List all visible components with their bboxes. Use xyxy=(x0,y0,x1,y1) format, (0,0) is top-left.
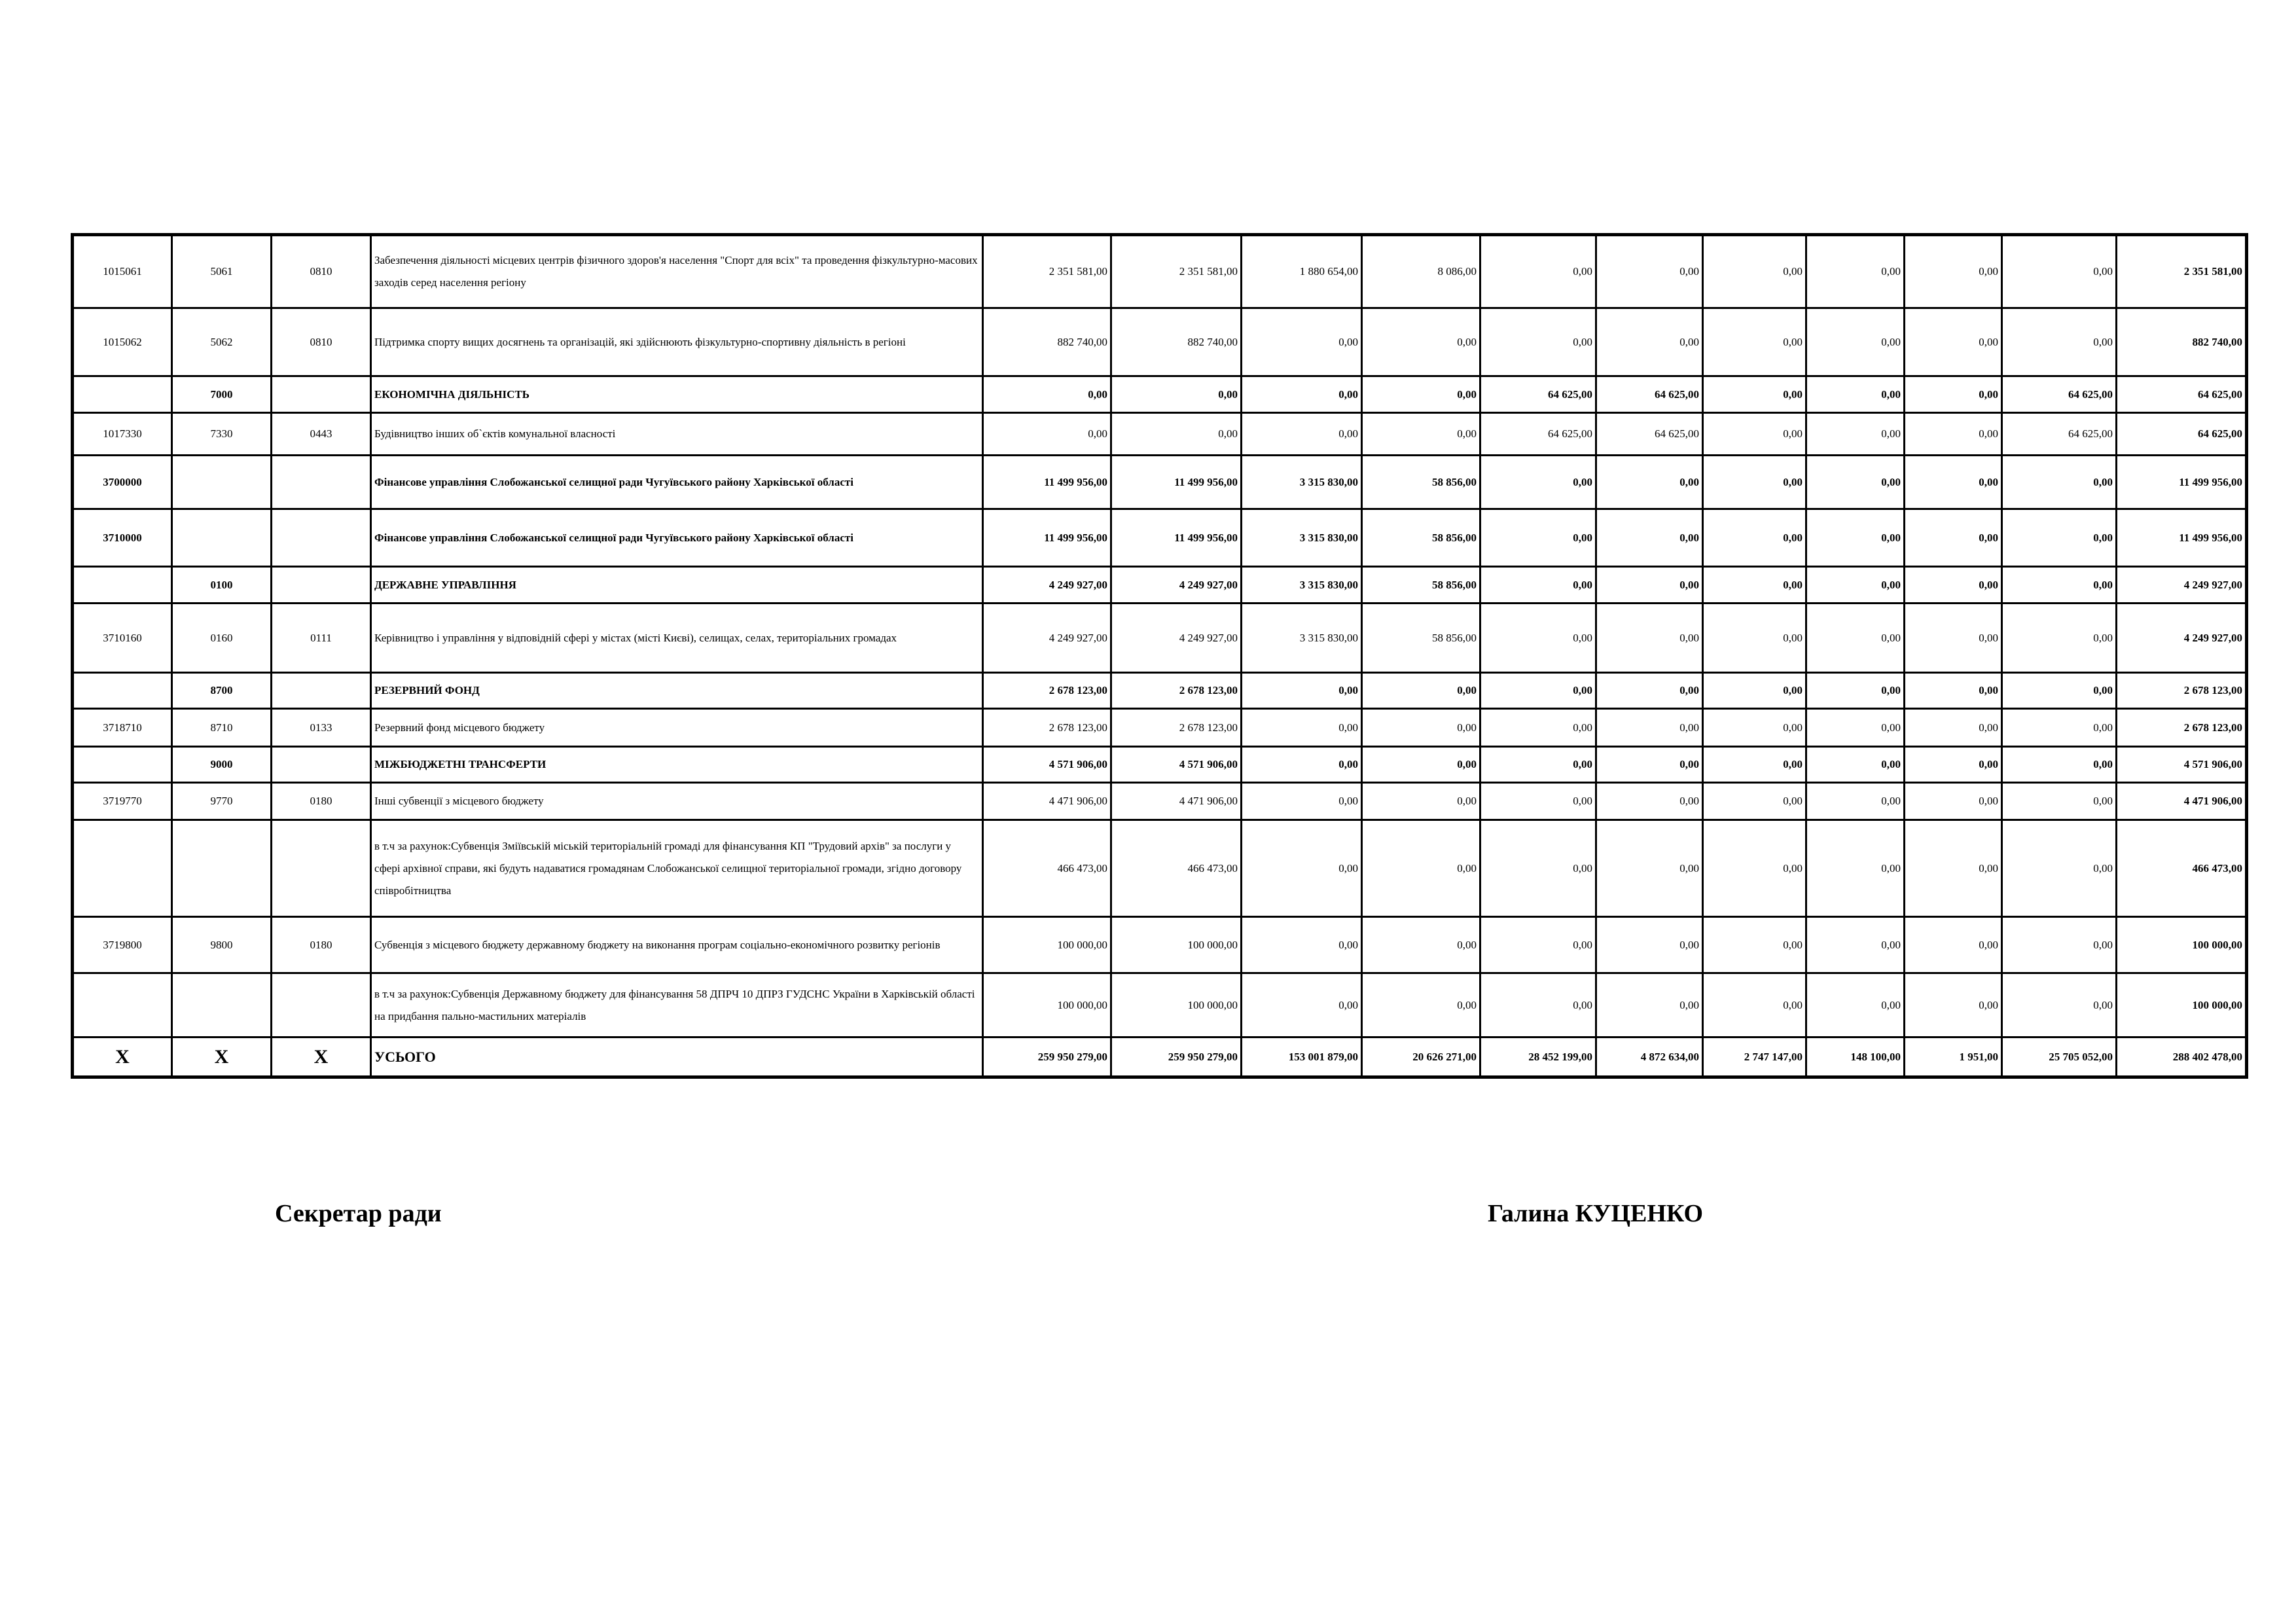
amount-cell: 2 747 147,00 xyxy=(1703,1038,1806,1077)
amount-cell: 0,00 xyxy=(1703,413,1806,456)
table-row xyxy=(73,567,2247,604)
amount-cell: 4 571 906,00 xyxy=(1111,747,1242,783)
fkvk-code-cell xyxy=(272,820,371,917)
amount-cell: 0,00 xyxy=(1905,235,2002,308)
amount-cell: 0,00 xyxy=(1596,235,1703,308)
table-body xyxy=(73,235,2247,1077)
amount-cell: 0,00 xyxy=(2002,747,2117,783)
table-row xyxy=(73,235,2247,308)
amount-cell: 0,00 xyxy=(1806,235,1905,308)
total-value-cell: 288 402 478,00 xyxy=(2117,1038,2247,1077)
item-name-cell: Забезпечення діяльності місцевих центрів фізичного здоров'я населення "Спорт для всіх" та проведення фізкультурно-масових заходів серед населення регіону xyxy=(371,235,983,308)
amount-cell: 2 351 581,00 xyxy=(983,235,1111,308)
total-value-cell: 11 499 956,00 xyxy=(2117,456,2247,509)
amount-cell: 0,00 xyxy=(1362,673,1480,709)
program-code-cell: Х xyxy=(73,1038,172,1077)
amount-cell: 2 678 123,00 xyxy=(983,673,1111,709)
fkvk-code-cell: 0133 xyxy=(272,709,371,747)
program-code-cell: 3710000 xyxy=(73,509,172,567)
amount-cell: 0,00 xyxy=(1806,820,1905,917)
function-code-cell: 8700 xyxy=(172,673,272,709)
amount-cell: 0,00 xyxy=(1480,783,1596,820)
amount-cell: 0,00 xyxy=(1703,567,1806,604)
amount-cell: 0,00 xyxy=(1905,567,2002,604)
amount-cell: 28 452 199,00 xyxy=(1480,1038,1596,1077)
amount-cell: 0,00 xyxy=(1703,747,1806,783)
item-name-cell: в т.ч за рахунок:Субвенція Державному бюджету для фінансування 58 ДПРЧ 10 ДПРЗ ГУДСНС України в Харківській області на придбання пально-мастильних матеріалів xyxy=(371,973,983,1038)
fkvk-code-cell xyxy=(272,747,371,783)
amount-cell: 0,00 xyxy=(1806,604,1905,673)
function-code-cell: 9770 xyxy=(172,783,272,820)
amount-cell: 0,00 xyxy=(2002,308,2117,376)
amount-cell: 4 249 927,00 xyxy=(983,567,1111,604)
item-name-cell: Фінансове управління Слобожанської селищної ради Чугуївського району Харківської області xyxy=(371,456,983,509)
amount-cell: 0,00 xyxy=(1703,604,1806,673)
amount-cell: 882 740,00 xyxy=(1111,308,1242,376)
program-code-cell xyxy=(73,973,172,1038)
amount-cell: 3 315 830,00 xyxy=(1242,567,1362,604)
amount-cell: 11 499 956,00 xyxy=(983,456,1111,509)
amount-cell: 0,00 xyxy=(1703,235,1806,308)
amount-cell: 4 872 634,00 xyxy=(1596,1038,1703,1077)
program-code-cell xyxy=(73,376,172,413)
amount-cell: 0,00 xyxy=(2002,235,2117,308)
amount-cell: 148 100,00 xyxy=(1806,1038,1905,1077)
item-name-cell: в т.ч за рахунок:Субвенція Зміївській міській територіальній громаді для фінансування КП "Трудовий архів" за послуги у сфері архівної справи, які будуть надаватися громадянам Слобожанської селищної територіальної громади, згідно договору співробітництва xyxy=(371,820,983,917)
item-name-cell: ДЕРЖАВНЕ УПРАВЛІННЯ xyxy=(371,567,983,604)
fkvk-code-cell xyxy=(272,973,371,1038)
item-name-cell: Резервний фонд місцевого бюджету xyxy=(371,709,983,747)
table-row xyxy=(73,1038,2247,1077)
amount-cell: 64 625,00 xyxy=(1480,376,1596,413)
program-code-cell: 1017330 xyxy=(73,413,172,456)
amount-cell: 0,00 xyxy=(2002,604,2117,673)
amount-cell: 0,00 xyxy=(1596,973,1703,1038)
function-code-cell xyxy=(172,456,272,509)
amount-cell: 0,00 xyxy=(1703,673,1806,709)
amount-cell: 0,00 xyxy=(1905,673,2002,709)
amount-cell: 0,00 xyxy=(1362,709,1480,747)
amount-cell: 0,00 xyxy=(2002,456,2117,509)
amount-cell: 0,00 xyxy=(1596,709,1703,747)
amount-cell: 11 499 956,00 xyxy=(1111,456,1242,509)
fkvk-code-cell: Х xyxy=(272,1038,371,1077)
amount-cell: 58 856,00 xyxy=(1362,604,1480,673)
item-name-cell: Інші субвенції з місцевого бюджету xyxy=(371,783,983,820)
amount-cell: 100 000,00 xyxy=(983,917,1111,973)
total-value-cell: 2 678 123,00 xyxy=(2117,673,2247,709)
function-code-cell: 5061 xyxy=(172,235,272,308)
amount-cell: 0,00 xyxy=(1362,376,1480,413)
amount-cell: 0,00 xyxy=(1703,709,1806,747)
amount-cell: 4 249 927,00 xyxy=(1111,604,1242,673)
function-code-cell: 7000 xyxy=(172,376,272,413)
amount-cell: 0,00 xyxy=(1596,308,1703,376)
amount-cell: 0,00 xyxy=(1362,413,1480,456)
amount-cell: 11 499 956,00 xyxy=(1111,509,1242,567)
amount-cell: 0,00 xyxy=(2002,709,2117,747)
amount-cell: 0,00 xyxy=(1905,413,2002,456)
amount-cell: 0,00 xyxy=(2002,783,2117,820)
table-row xyxy=(73,917,2247,973)
item-name-cell: Керівництво і управління у відповідній сфері у містах (місті Києві), селищах, селах, територіальних громадах xyxy=(371,604,983,673)
amount-cell: 0,00 xyxy=(2002,973,2117,1038)
total-value-cell: 4 249 927,00 xyxy=(2117,567,2247,604)
table-row xyxy=(73,709,2247,747)
amount-cell: 0,00 xyxy=(2002,820,2117,917)
fkvk-code-cell: 0810 xyxy=(272,308,371,376)
amount-cell: 0,00 xyxy=(1362,820,1480,917)
amount-cell: 1 880 654,00 xyxy=(1242,235,1362,308)
amount-cell: 0,00 xyxy=(1806,376,1905,413)
amount-cell: 0,00 xyxy=(1905,917,2002,973)
amount-cell: 100 000,00 xyxy=(983,973,1111,1038)
amount-cell: 0,00 xyxy=(1703,917,1806,973)
program-code-cell xyxy=(73,567,172,604)
amount-cell: 0,00 xyxy=(1242,673,1362,709)
total-value-cell: 2 351 581,00 xyxy=(2117,235,2247,308)
amount-cell: 8 086,00 xyxy=(1362,235,1480,308)
amount-cell: 0,00 xyxy=(1362,973,1480,1038)
amount-cell: 0,00 xyxy=(1905,747,2002,783)
amount-cell: 0,00 xyxy=(1242,376,1362,413)
amount-cell: 259 950 279,00 xyxy=(983,1038,1111,1077)
budget-table xyxy=(71,233,2248,1079)
table-row xyxy=(73,747,2247,783)
fkvk-code-cell xyxy=(272,567,371,604)
amount-cell: 0,00 xyxy=(1806,973,1905,1038)
table-row xyxy=(73,509,2247,567)
amount-cell: 0,00 xyxy=(1905,973,2002,1038)
amount-cell: 0,00 xyxy=(1905,456,2002,509)
table-row xyxy=(73,604,2247,673)
amount-cell: 0,00 xyxy=(1806,308,1905,376)
item-name-cell: Підтримка спорту вищих досягнень та організацій, які здійснюють фізкультурно-спортивну діяльність в регіоні xyxy=(371,308,983,376)
amount-cell: 0,00 xyxy=(1480,973,1596,1038)
fkvk-code-cell xyxy=(272,456,371,509)
amount-cell: 3 315 830,00 xyxy=(1242,604,1362,673)
item-name-cell: УСЬОГО xyxy=(371,1038,983,1077)
total-value-cell: 4 249 927,00 xyxy=(2117,604,2247,673)
amount-cell: 0,00 xyxy=(1242,413,1362,456)
amount-cell: 0,00 xyxy=(1242,917,1362,973)
table-row xyxy=(73,308,2247,376)
amount-cell: 0,00 xyxy=(2002,917,2117,973)
amount-cell: 0,00 xyxy=(1806,567,1905,604)
amount-cell: 0,00 xyxy=(1905,709,2002,747)
amount-cell: 0,00 xyxy=(1362,308,1480,376)
table-row xyxy=(73,820,2247,917)
amount-cell: 3 315 830,00 xyxy=(1242,509,1362,567)
amount-cell: 0,00 xyxy=(1596,567,1703,604)
program-code-cell xyxy=(73,820,172,917)
amount-cell: 100 000,00 xyxy=(1111,917,1242,973)
amount-cell: 0,00 xyxy=(1480,709,1596,747)
item-name-cell: Будівництво інших об`єктів комунальної власності xyxy=(371,413,983,456)
amount-cell: 0,00 xyxy=(1905,820,2002,917)
amount-cell: 0,00 xyxy=(1480,604,1596,673)
amount-cell: 0,00 xyxy=(1480,673,1596,709)
amount-cell: 259 950 279,00 xyxy=(1111,1038,1242,1077)
table-row xyxy=(73,783,2247,820)
item-name-cell: ЕКОНОМІЧНА ДІЯЛЬНІСТЬ xyxy=(371,376,983,413)
amount-cell: 0,00 xyxy=(1242,783,1362,820)
function-code-cell: 0160 xyxy=(172,604,272,673)
item-name-cell: МІЖБЮДЖЕТНІ ТРАНСФЕРТИ xyxy=(371,747,983,783)
amount-cell: 2 678 123,00 xyxy=(983,709,1111,747)
fkvk-code-cell: 0180 xyxy=(272,783,371,820)
amount-cell: 0,00 xyxy=(1596,747,1703,783)
program-code-cell: 3719770 xyxy=(73,783,172,820)
amount-cell: 0,00 xyxy=(1362,917,1480,973)
amount-cell: 0,00 xyxy=(1596,783,1703,820)
amount-cell: 0,00 xyxy=(1703,308,1806,376)
amount-cell: 2 678 123,00 xyxy=(1111,673,1242,709)
amount-cell: 4 471 906,00 xyxy=(983,783,1111,820)
amount-cell: 64 625,00 xyxy=(1596,413,1703,456)
amount-cell: 0,00 xyxy=(2002,509,2117,567)
table-row xyxy=(73,413,2247,456)
amount-cell: 3 315 830,00 xyxy=(1242,456,1362,509)
amount-cell: 0,00 xyxy=(1480,509,1596,567)
amount-cell: 4 571 906,00 xyxy=(983,747,1111,783)
amount-cell: 0,00 xyxy=(1806,509,1905,567)
amount-cell: 0,00 xyxy=(1480,456,1596,509)
amount-cell: 0,00 xyxy=(1905,509,2002,567)
total-value-cell: 2 678 123,00 xyxy=(2117,709,2247,747)
program-code-cell: 1015061 xyxy=(73,235,172,308)
amount-cell: 0,00 xyxy=(1596,456,1703,509)
amount-cell: 0,00 xyxy=(1905,604,2002,673)
amount-cell: 0,00 xyxy=(1596,509,1703,567)
amount-cell: 0,00 xyxy=(1480,567,1596,604)
function-code-cell xyxy=(172,820,272,917)
amount-cell: 0,00 xyxy=(1111,413,1242,456)
table-row xyxy=(73,973,2247,1038)
total-value-cell: 100 000,00 xyxy=(2117,973,2247,1038)
item-name-cell: Субвенція з місцевого бюджету державному бюджету на виконання програм соціально-економічного розвитку регіонів xyxy=(371,917,983,973)
total-value-cell: 4 571 906,00 xyxy=(2117,747,2247,783)
amount-cell: 0,00 xyxy=(1480,308,1596,376)
program-code-cell: 3719800 xyxy=(73,917,172,973)
total-value-cell: 466 473,00 xyxy=(2117,820,2247,917)
amount-cell: 0,00 xyxy=(1806,709,1905,747)
amount-cell: 64 625,00 xyxy=(2002,413,2117,456)
amount-cell: 20 626 271,00 xyxy=(1362,1038,1480,1077)
amount-cell: 25 705 052,00 xyxy=(2002,1038,2117,1077)
amount-cell: 0,00 xyxy=(1596,917,1703,973)
amount-cell: 0,00 xyxy=(1905,376,2002,413)
amount-cell: 0,00 xyxy=(1480,747,1596,783)
fkvk-code-cell xyxy=(272,376,371,413)
amount-cell: 0,00 xyxy=(1703,376,1806,413)
amount-cell: 4 249 927,00 xyxy=(983,604,1111,673)
function-code-cell xyxy=(172,973,272,1038)
amount-cell: 0,00 xyxy=(1242,709,1362,747)
amount-cell: 0,00 xyxy=(1242,820,1362,917)
amount-cell: 0,00 xyxy=(1242,747,1362,783)
total-value-cell: 11 499 956,00 xyxy=(2117,509,2247,567)
amount-cell: 64 625,00 xyxy=(1596,376,1703,413)
amount-cell: 882 740,00 xyxy=(983,308,1111,376)
amount-cell: 0,00 xyxy=(1480,820,1596,917)
total-value-cell: 4 471 906,00 xyxy=(2117,783,2247,820)
function-code-cell: 8710 xyxy=(172,709,272,747)
amount-cell: 64 625,00 xyxy=(2002,376,2117,413)
function-code-cell: 9000 xyxy=(172,747,272,783)
total-value-cell: 100 000,00 xyxy=(2117,917,2247,973)
amount-cell: 0,00 xyxy=(1596,673,1703,709)
amount-cell: 0,00 xyxy=(1806,413,1905,456)
amount-cell: 0,00 xyxy=(1362,747,1480,783)
amount-cell: 0,00 xyxy=(2002,673,2117,709)
amount-cell: 1 951,00 xyxy=(1905,1038,2002,1077)
amount-cell: 0,00 xyxy=(1596,820,1703,917)
table-row xyxy=(73,456,2247,509)
total-value-cell: 882 740,00 xyxy=(2117,308,2247,376)
signature-name: Галина КУЦЕНКО xyxy=(1488,1200,1704,1227)
amount-cell: 58 856,00 xyxy=(1362,456,1480,509)
amount-cell: 0,00 xyxy=(1480,235,1596,308)
amount-cell: 153 001 879,00 xyxy=(1242,1038,1362,1077)
amount-cell: 0,00 xyxy=(1806,783,1905,820)
amount-cell: 64 625,00 xyxy=(1480,413,1596,456)
item-name-cell: РЕЗЕРВНИЙ ФОНД xyxy=(371,673,983,709)
function-code-cell: 0100 xyxy=(172,567,272,604)
amount-cell: 0,00 xyxy=(1480,917,1596,973)
item-name-cell: Фінансове управління Слобожанської селищної ради Чугуївського району Харківської області xyxy=(371,509,983,567)
amount-cell: 0,00 xyxy=(1703,509,1806,567)
fkvk-code-cell: 0810 xyxy=(272,235,371,308)
fkvk-code-cell: 0111 xyxy=(272,604,371,673)
amount-cell: 100 000,00 xyxy=(1111,973,1242,1038)
amount-cell: 58 856,00 xyxy=(1362,567,1480,604)
table-row xyxy=(73,673,2247,709)
function-code-cell: 9800 xyxy=(172,917,272,973)
program-code-cell: 1015062 xyxy=(73,308,172,376)
amount-cell: 4 249 927,00 xyxy=(1111,567,1242,604)
amount-cell: 0,00 xyxy=(1242,308,1362,376)
amount-cell: 466 473,00 xyxy=(983,820,1111,917)
signature-title: Секретар ради xyxy=(275,1200,442,1227)
amount-cell: 0,00 xyxy=(1703,973,1806,1038)
amount-cell: 2 351 581,00 xyxy=(1111,235,1242,308)
amount-cell: 0,00 xyxy=(1242,973,1362,1038)
amount-cell: 0,00 xyxy=(1596,604,1703,673)
function-code-cell xyxy=(172,509,272,567)
amount-cell: 0,00 xyxy=(1362,783,1480,820)
table-row xyxy=(73,376,2247,413)
total-value-cell: 64 625,00 xyxy=(2117,413,2247,456)
function-code-cell: 7330 xyxy=(172,413,272,456)
program-code-cell xyxy=(73,673,172,709)
fkvk-code-cell: 0443 xyxy=(272,413,371,456)
function-code-cell: 5062 xyxy=(172,308,272,376)
fkvk-code-cell: 0180 xyxy=(272,917,371,973)
amount-cell: 0,00 xyxy=(2002,567,2117,604)
amount-cell: 0,00 xyxy=(1111,376,1242,413)
amount-cell: 0,00 xyxy=(983,376,1111,413)
amount-cell: 0,00 xyxy=(1703,783,1806,820)
program-code-cell: 3718710 xyxy=(73,709,172,747)
amount-cell: 2 678 123,00 xyxy=(1111,709,1242,747)
function-code-cell: Х xyxy=(172,1038,272,1077)
amount-cell: 0,00 xyxy=(1703,456,1806,509)
fkvk-code-cell xyxy=(272,509,371,567)
amount-cell: 0,00 xyxy=(1806,917,1905,973)
amount-cell: 11 499 956,00 xyxy=(983,509,1111,567)
program-code-cell: 3700000 xyxy=(73,456,172,509)
amount-cell: 4 471 906,00 xyxy=(1111,783,1242,820)
fkvk-code-cell xyxy=(272,673,371,709)
amount-cell: 58 856,00 xyxy=(1362,509,1480,567)
amount-cell: 466 473,00 xyxy=(1111,820,1242,917)
amount-cell: 0,00 xyxy=(1806,747,1905,783)
amount-cell: 0,00 xyxy=(983,413,1111,456)
amount-cell: 0,00 xyxy=(1703,820,1806,917)
amount-cell: 0,00 xyxy=(1905,783,2002,820)
amount-cell: 0,00 xyxy=(1806,456,1905,509)
program-code-cell: 3710160 xyxy=(73,604,172,673)
total-value-cell: 64 625,00 xyxy=(2117,376,2247,413)
amount-cell: 0,00 xyxy=(1806,673,1905,709)
program-code-cell xyxy=(73,747,172,783)
amount-cell: 0,00 xyxy=(1905,308,2002,376)
